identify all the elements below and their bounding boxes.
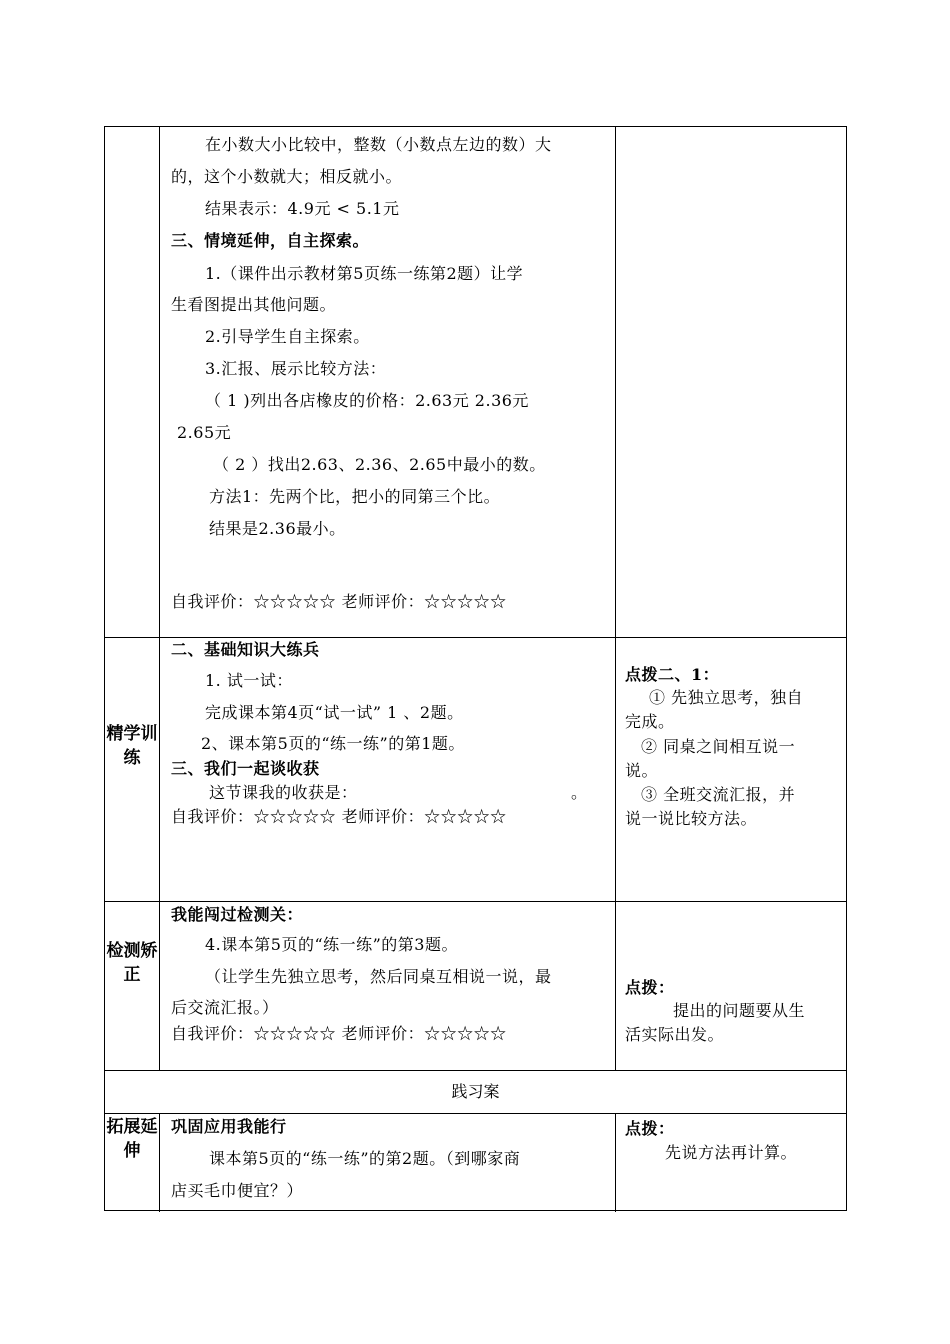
section2-line: 1. 试一试： xyxy=(205,671,293,690)
section2-note-line: ② 同桌之间相互说一 xyxy=(641,737,796,756)
section2-note-line: 完成。 xyxy=(625,712,675,731)
section2-note-line: 说一说比较方法。 xyxy=(625,809,758,828)
column-divider xyxy=(615,1113,616,1212)
section4-label: 拓展延伸 xyxy=(106,1117,158,1161)
section2-line: 2、课本第5页的“练一练”的第1题。 xyxy=(201,734,465,753)
section1-line: 2.引导学生自主探索。 xyxy=(205,327,370,346)
section4-note-heading: 点拨： xyxy=(625,1119,675,1138)
section1-line: 在小数大小比较中，整数（小数点左边的数）大 xyxy=(205,135,552,154)
section2-line: 。 xyxy=(571,783,588,802)
lesson-plan-table xyxy=(104,126,847,1211)
section4-line: 店买毛巾便宜？） xyxy=(171,1181,304,1200)
column-divider xyxy=(159,127,160,1070)
section2-evaluation: 自我评价：☆☆☆☆☆ 老师评价：☆☆☆☆☆ xyxy=(171,807,507,826)
section3-note-line: 提出的问题要从生 xyxy=(673,1001,806,1020)
section1-line: 的，这个小数就大；相反就小。 xyxy=(171,167,403,186)
section2-label: 精学训练 xyxy=(106,724,158,768)
section3-line: （让学生先独立思考，然后同桌互相说一说，最 xyxy=(205,967,552,986)
section1-line: （ 1 )列出各店橡皮的价格：2.63元 2.36元 xyxy=(205,391,529,410)
section1-line: 2.65元 xyxy=(177,423,232,442)
section3-line: 4.课本第5页的“练一练”的第3题。 xyxy=(205,935,458,954)
section3-note-line: 活实际出发。 xyxy=(625,1025,725,1044)
row-divider xyxy=(105,637,846,638)
section1-heading: 三、情境延伸，自主探索。 xyxy=(171,231,370,250)
section3-heading: 我能闯过检测关： xyxy=(171,905,304,924)
section4-note-line: 先说方法再计算。 xyxy=(665,1143,798,1162)
section1-line: 3.汇报、展示比较方法： xyxy=(205,359,387,378)
section2-note-line: ③ 全班交流汇报，并 xyxy=(641,785,796,804)
section2-heading: 三、我们一起谈收获 xyxy=(171,759,320,778)
section1-line: 生看图提出其他问题。 xyxy=(171,295,337,314)
section1-line: 1.（课件出示教材第5页练一练第2题）让学 xyxy=(205,264,524,283)
section2-heading: 二、基础知识大练兵 xyxy=(171,640,320,659)
section3-evaluation: 自我评价：☆☆☆☆☆ 老师评价：☆☆☆☆☆ xyxy=(171,1024,507,1043)
row-divider xyxy=(105,1113,846,1114)
column-divider xyxy=(615,127,616,1070)
section3-line: 后交流汇报。） xyxy=(171,998,279,1017)
row-divider xyxy=(105,901,846,902)
section3-label: 检测矫正 xyxy=(106,941,158,985)
section1-line: 结果是2.36最小。 xyxy=(209,519,346,538)
section1-line: 方法1：先两个比，把小的同第三个比。 xyxy=(209,487,501,506)
section2-line: 这节课我的收获是： xyxy=(209,783,358,802)
section1-evaluation: 自我评价：☆☆☆☆☆ 老师评价：☆☆☆☆☆ xyxy=(171,592,507,611)
section4-line: 课本第5页的“练一练”的第2题。（到哪家商 xyxy=(209,1149,521,1168)
section-banner: 践习案 xyxy=(451,1082,500,1101)
row-divider xyxy=(105,1070,846,1071)
section4-heading: 巩固应用我能行 xyxy=(171,1117,287,1136)
section3-note-heading: 点拨： xyxy=(625,978,675,997)
section1-line: （ 2 ）找出2.63、2.36、2.65中最小的数。 xyxy=(213,455,546,474)
column-divider xyxy=(159,1113,160,1212)
section2-note-line: 说。 xyxy=(625,761,659,780)
section2-note-line: ① 先独立思考，独自 xyxy=(649,688,804,707)
section1-line: 结果表示：4.9元 < 5.1元 xyxy=(205,199,400,218)
section2-note-heading: 点拨二、1： xyxy=(625,665,720,684)
section2-line: 完成课本第4页“试一试” 1 、2题。 xyxy=(205,703,464,722)
